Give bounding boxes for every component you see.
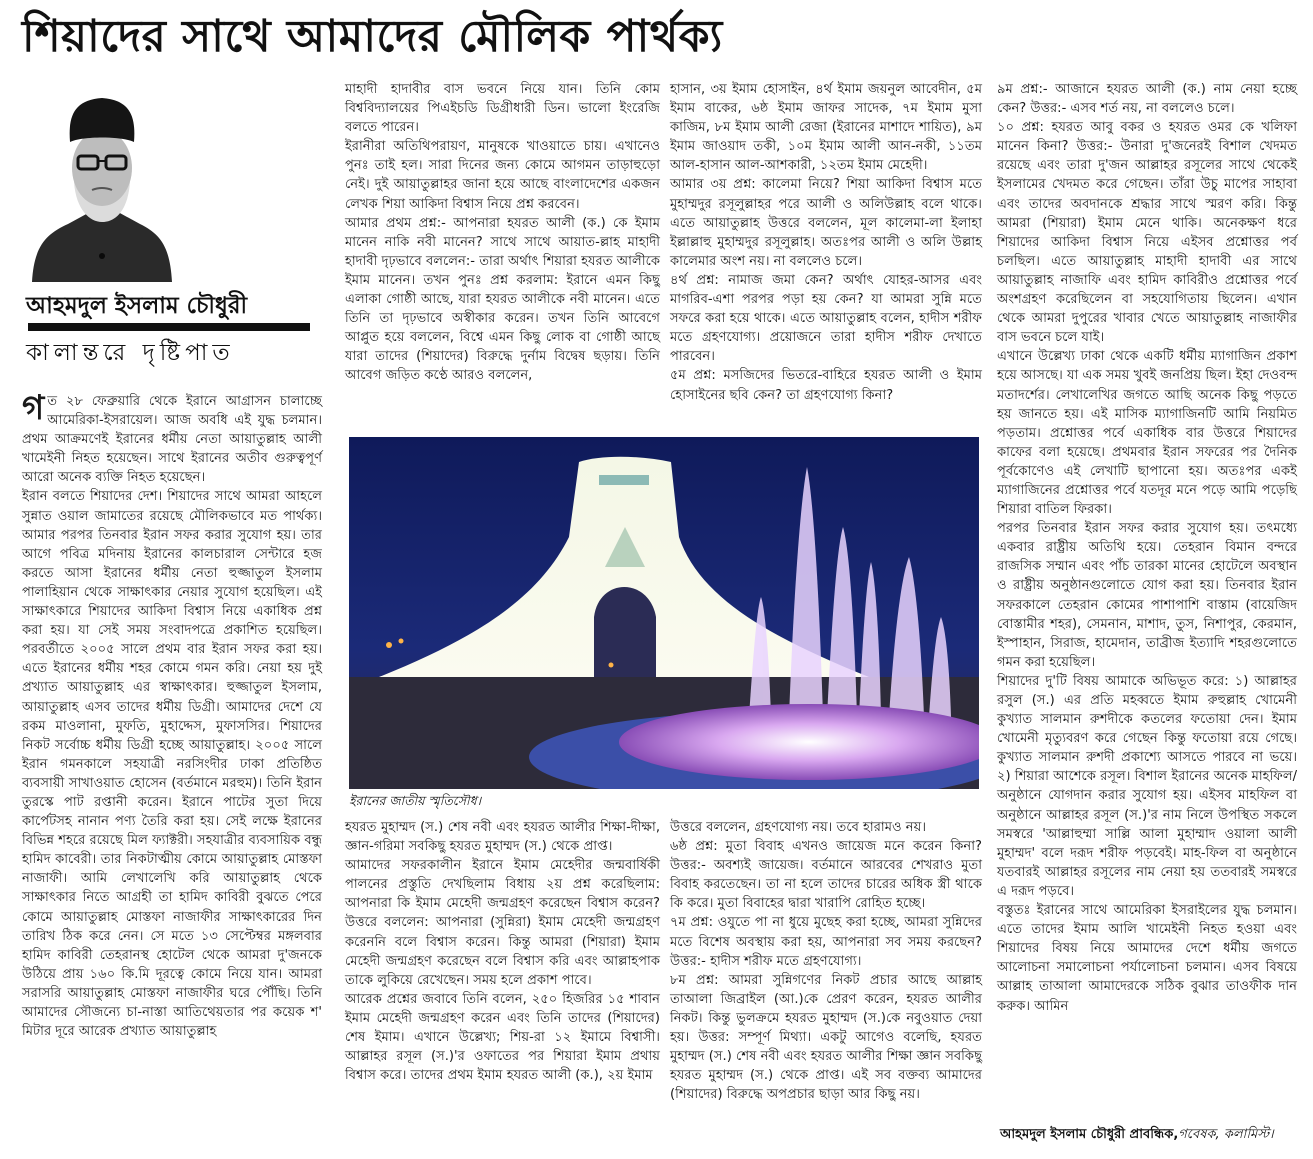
drop-cap: গ <box>22 388 45 428</box>
article-column-3-bottom <box>670 818 982 1104</box>
article-paragraph: আমার ৩য় প্রশ্ন: কালেমা নিয়ে? শিয়া আকিদা বিশ্বাস মতে মুহাম্মদুর রসূলুল্লাহর পরে আলী ও অলিউল্লাহ বলে থাকে। এতে আয়াতুল্লাহ উত্তরে বললেন, মূল কালেমা-লা ইলাহা ইল্লাল্লাহু মুহাম্মদুর রসূলুল্লাহ। অতঃপর আলী ও অলি উল্লাহ কালেমার অংশ নয়। না বললেও চলে। <box>670 177 982 269</box>
article-paragraph: হযরত মুহাম্মদ (স.) শেষ নবী এবং হযরত আলীর শিক্ষা-দীক্ষা, জ্ঞান-গরিমা সবকিছু হযরত মুহাম্মদ (স.) থেকে প্রাপ্ত। <box>345 820 660 855</box>
article-paragraph: ১০ প্রশ্ন: হযরত আবু বকর ও হযরত ওমর কে খলিফা মানেন কিনা? উত্তর:- উনারা দু'জনেরই বিশাল খেদমত রয়েছে এবং তারা দু'জন আল্লাহর রসূলের সাথে থেকেই ইসলামের খেদমত করে গেছেন। তাঁরা উচু মাপের সাহাবা এবং তাদের অবদানকে শ্রদ্ধার সাথে স্মরণ করি। কিন্তু আমরা (শিয়ারা) ইমাম মেনে থাকি। অনেকক্ষণ ধরে শিয়াদের আকিদা বিশ্বাস নিয়ে এইসব প্রশ্নোত্তর পর্ব চলছিল। এতে আয়াতুল্লাহ মাহাদী হাদাবী এর সাথে আয়াতুল্লাহ নাজাফি এবং হামিদ কাবিরীও প্রশ্নোত্তর পর্বে অংশগ্রহণ করেছিলেন বা সহযোগিতায় ছিলেন। এখান থেকে আমরা দুপুরের খাবার খেতে আয়াতুল্লাহ নাজাফীর বাস ভবনে চলে যাই। <box>997 120 1297 346</box>
article-paragraph: ইরান বলতে শিয়াদের দেশ। শিয়াদের সাথে আমরা আহলে সুন্নাত ওয়াল জামাতের রয়েছে মৌলিকভাবে মত পার্থক্য। আমার পরপর তিনবার ইরান সফর করার সুযোগ হয়। তার আগে পবিত্র মদিনায় ইরানের কালচারাল সেন্টারে হজ করতে আসা ইরানের ধর্মীয় নেতা হুজ্জাতুল ইসলাম পালাহিয়ান থেকে সাক্ষাৎকার নেয়ার সুযোগ হয়েছিল। এই সাক্ষাৎকারে শিয়াদের আকিদা বিশ্বাস নিয়ে একাধিক প্রশ্ন করা হয়। যা সেই সময় সংবাদপত্রে প্রকাশিত হয়েছিল। পরবর্তীতে ২০০৫ সালে প্রথম বার ইরান সফর করা হয়। এতে ইরানের ধর্মীয় শহর কোমে গমন করি। নেয়া হয় দুই প্রখ্যাত আয়াতুল্লাহ এর স্বাক্ষাৎকার। হুজ্জাতুল ইসলাম, আয়াতুল্লাহ এসব তাদের ধর্মীয় ডিগ্রী। আমাদের দেশে যে রকম মাওলানা, মুফতি, মুহাদ্দেস, মুফাসসির। শিয়াদের নিকট সর্বোচ্চ ধর্মীয় ডিগ্রী হচ্ছে আয়াতুল্লাহ। ২০০৫ সালে ইরান গমনকালে সহযাত্রী নরসিংদীর ঢাকা প্রতিষ্ঠিত ব্যবসায়ী সাখাওয়াত হোসেন (বর্তমানে মরহুম)। তিনি ইরান তুরস্কে পাট রপ্তানী করেন। ইরানে পাটের সুতা দিয়ে কার্পেটসহ নানান পণ্য তৈরি করা হয়। সেই লক্ষে ইরানের বিভিন্ন শহরে রয়েছে মিল ফ্যাক্টরী। সহযাত্রীর ব্যবসায়িক বন্ধু হামিদ কাবেরী। তার নিকটাত্মীয় কোমে আয়াতুল্লাহ মোস্তফা নাজাফী। আমি লেখালেখি করি আয়াতুল্লাহ থেকে সাক্ষাৎকার নিতে আগ্রহী তা হামিদ কাবিরী বুঝতে পেরে কোমে আয়াতুল্লাহ মোস্তফা নাজাফীর সাক্ষাৎকারের দিন তারিখ ঠিক করে নেন। সে মতে ১৩ সেপ্টেম্বর মঙ্গলবার হামিদ কাবিরী তেহরানস্থ হোটেল থেকে আমরা দু'জনকে উঠিয়ে প্রায় ১৬০ কি.মি দূরত্বে কোমে নিয়ে যান। আমরা সরাসরি আয়াতুল্লাহ মোস্তফা নাজাফীর ঘরে পৌঁছি। তিনি আমাদের সৌজন্যে চা-নাস্তা আতিথেয়তার পর কয়েক শ' মিটার দূরে আরেক প্রখ্যাত আয়াতুল্লাহ <box>22 489 322 1040</box>
article-paragraph: ৫ম প্রশ্ন: মসজিদের ভিতরে-বাহিরে হযরত আলী ও ইমাম হোসাইনের ছবি কেন? তা গ্রহণযোগ্য কিনা? <box>670 368 982 403</box>
portrait-shoulders <box>32 212 172 282</box>
headline: শিয়াদের সাথে আমাদের মৌলিক পার্থক্য <box>22 11 723 62</box>
article-column-1 <box>22 388 322 1041</box>
byline-author: আহমদুল ইসলাম চৌধুরী <box>26 293 248 319</box>
photo-tower-arch <box>594 587 656 677</box>
article-paragraph: উত্তরে বললেন, গ্রহণযোগ্য নয়। তবে হারামও নয়। <box>670 820 927 835</box>
author-signoff <box>1000 1125 1305 1145</box>
photo-caption: ইরানের জাতীয় স্মৃতিসৌধ। <box>349 793 482 808</box>
article-paragraph: গত ২৮ ফেব্রুয়ারি থেকে ইরানে আগ্রাসন চালাচ্ছে আমেরিকা-ইসরায়েল। আজ অবধি এই যুদ্ধ চলমান। প্রথম আক্রমণেই ইরানের ধর্মীয় নেতা আয়াতুল্লাহ আলী খামেইনী নিহত হয়েছেন। সাথে ইরানের অতীব গুরুত্বপূর্ণ আরো অনেক ব্যক্তি নিহত হয়েছেন। <box>22 388 322 486</box>
byline-divider <box>28 323 310 331</box>
article-paragraph: ৪র্থ প্রশ্ন: নামাজ জমা কেন? অর্থাৎ যোহর-আসর এবং মাগরিব-এশা পরপর পড়া হয় কেন? যা আমরা সুন্নি মতে সফরে করা হয়ে থাকে। এতে আয়াতুল্লাহ বলেন, হাদীস শরীফ মতে গ্রহণযোগ্য। প্রয়োজনে তারা হাদীস শরীফ দেখাতে পারবেন। <box>670 272 982 365</box>
article-column-2-top <box>345 80 660 386</box>
article-paragraph: শিয়াদের দু'টি বিষয় আমাকে অভিভূত করে: ১) আল্লাহর রসুল (স.) এর প্রতি মহব্বতে ইমাম রুহুল্লাহ খোমেনী কুখ্যাত সালমান রুশদীকে কতলের ফতোয়া দেন। ইমাম খোমেনী মৃত্যুবরণ করে গেছেন কিন্তু ফতোয়া রয়ে গেছে। কুখ্যাত সালমান রুশদী প্রকাশ্যে আসতে পারবে না ভয়ে। ২) শিয়ারা আশেকে রসূল। বিশাল ইরানের অনেক মাহফিল/অনুষ্ঠানে যোগদান করার সুযোগ হয়। এইসব মাহফিল বা অনুষ্ঠানে আল্লাহর রসূল (স.)'র নাম নিলে উপস্থিত সকলে সমস্বরে 'আল্লাহুম্মা সাল্লি আলা মুহাম্মাদ ওয়ালা আলী মুহাম্মদ' বলে দরূদ শরীফ পড়বেই। মাহ-ফিল বা অনুষ্ঠানে যতবারই আল্লাহর রসূলের নাম নেয়া হয় ততবারই সমস্বরে এ দরূদ পড়বে। <box>997 673 1297 899</box>
article-paragraph: পরপর তিনবার ইরান সফর করার সুযোগ হয়। তৎমধ্যে একবার রাষ্ট্রীয় অতিথি হয়ে। তেহরান বিমান বন্দরে রাজসিক সম্মান এবং পাঁচ তারকা মানের হোটেলে অবস্থান ও রাষ্ট্রীয় অনুষ্ঠানগুলোতে যোগ করা হয়। তিনবার ইরান সফরকালে তেহরান কোমের পাশাপাশি বাস্তাম (বায়েজিদ বোস্তামীর শহর), সেমনান, মাশাদ, তুস, নিশাপুর, কেরমান, ইস্পাহান, সিরাজ, হামেদান, তাব্রীজ ইত্যাদি শহরগুলোতে গমন করা হয়েছিল। <box>997 521 1297 670</box>
article-paragraph: ৭ম প্রশ্ন: ওযুতে পা না ধুয়ে মুছেহ করা হচ্ছে, আমরা সুন্নিদের মতে বিশেষ অবস্থায় করা হয়, আপনারা সব সময় করছেন? উত্তর:- হাদীস শরীফ মতে গ্রহণযোগ্য। <box>670 915 982 969</box>
signoff-name: আহমদুল ইসলাম চৌধুরী প্রাবন্ধিক, <box>1000 1127 1179 1142</box>
article-paragraph: হাসান, ৩য় ইমাম হোসাইন, ৪র্থ ইমাম জয়নুল আবেদীন, ৫ম ইমাম বাকের, ৬ষ্ঠ ইমাম জাফর সাদেক, ৭ম ইমাম মুসা কাজিম, ৮ম ইমাম আলী রেজা (ইরানের মাশাদে শায়িত), ৯ম ইমাম জাওয়াদ তকী, ১০ম ইমাম আলী আন-নকী, ১১তম আল-হাসান আল-আশকারী, ১২তম ইমাম মেহেদী। <box>670 82 982 174</box>
article-paragraph: বস্তুতঃ ইরানের সাথে আমেরিকা ইসরাইলের যুদ্ধ চলমান। এতে তাদের ইমাম আলি খামেইনী নিহত হওয়া এবং শিয়াদের বিষয় নিয়ে আমাদের দেশে ধর্মীয় জগতে আলোচনা সমালোচনা পর্যালোচনা চলমান। এসব বিষয়ে আল্লাহ তাআলা আমাদেরকে সঠিক বুঝার তাওফীক দান করুক। আমিন <box>997 903 1297 1014</box>
article-paragraph: আরেক প্রশ্নের জবাবে তিনি বলেন, ২৫০ হিজরির ১৫ শাবান ইমাম মেহেদী জন্মগ্রহণ করেন এবং তিনি তাদের (শিয়াদের) শেষ ইমাম। এখানে উল্লেখ্য; শিয়-রা ১২ ইমামে বিশ্বাসী। আল্লাহর রসূল (স.)'র ওফাতের পর শিয়ারা ইমাম প্রথায় বিশ্বাস করে। তাদের প্রথম ইমাম হযরত আলী (ক.), ২য় ইমাম <box>345 991 660 1084</box>
article-paragraph: ৬ষ্ঠ প্রশ্ন: মুতা বিবাহ এখনও জায়েজ মনে করেন কিনা? উত্তর:- অবশ্যই জায়েজ। বর্তমানে আরবের শেখরাও মুতা বিবাহ করতেছেন। তা না হলে তাদের চারের অধিক স্ত্রী থাকে কি করে। মুতা বিবাহের দ্বারা খারাপি রোহিত হচ্ছে। <box>670 839 982 912</box>
article-paragraph: ইরানীরা অতিথিপরায়ণ, মানুষকে খাওয়াতে চায়। এখানেও পুনঃ তাই হল। সারা দিনের জন্য কোমে আগমন তাড়াহুড়ো নেই। দুই আয়াতুল্লাহর জানা হয়ে আছে বাংলাদেশের একজন লেখক শিয়া আকিদা বিশ্বাস নিয়ে প্রশ্ন করবেন। <box>345 139 660 212</box>
article-paragraph: আমাদের সফরকালীন ইরানে ইমাম মেহেদীর জন্মবার্ষিকী পালনের প্রস্তুতি দেখছিলাম বিধায় ২য় প্রশ্ন করেছিলাম: আপনারা কি ইমাম মেহেদী জন্মগ্রহণ করেছেন বিশ্বাস করেন? উত্তরে বললেন: আপনারা (সুন্নিরা) ইমাম মেহেদী জন্মগ্রহণ করেননি বলে বিশ্বাস করেন। কিন্তু আমরা (শিয়ারা) ইমাম মেহেদী জন্মগ্রহণ করেছেন বলে বিশ্বাস করি এবং আল্লাহপাক তাকে লুকিয়ে রেখেছেন। সময় হলে প্রকাশ পাবে। <box>345 858 660 988</box>
signoff-roles: গবেষক, কলামিস্ট। <box>1178 1127 1274 1142</box>
article-paragraph: ৮ম প্রশ্ন: আমরা সুন্নিগণের নিকট প্রচার আছে আল্লাহ তাআলা জিব্রাইল (আ.)কে প্রেরণ করেন, হযরত আলীর নিকট। কিন্তু ভুলক্রমে হযরত মুহাম্মদ (স.)কে নবুওয়াত দেয়া হয়। উত্তর: সম্পূর্ণ মিথ্যা। একটু আগেও বলেছি, হযরত মুহাম্মদ (স.) শেষ নবী এবং হযরত আলীর শিক্ষা জ্ঞান সবকিছু হযরত মুহাম্মদ (স.) থেকে প্রাপ্ত। এই সব বক্তব্য আমাদের (শিয়াদের) বিরুদ্ধে অপপ্রচার ছাড়া আর কিছু নয়। <box>670 972 982 1103</box>
article-column-2-bottom <box>345 818 660 1085</box>
photo-tower-band <box>599 475 649 485</box>
column-name: কালান্তরে দৃষ্টিপাত <box>26 340 235 366</box>
article-column-3-top <box>670 80 982 405</box>
article-paragraph: আমার প্রথম প্রশ্ন:- আপনারা হযরত আলী (ক.) কে ইমাম মানেন নাকি নবী মানেন? সাথে সাথে আয়াত-ল্লাহ মাহাদী হাদাবী দৃঢ়ভাবে বললেন:- তারা অর্থাৎ শিয়ারা হযরত আলীকে ইমাম মানেন। তখন পুনঃ প্রশ্ন করলাম: ইরানে এমন কিছু এলাকা গোষ্ঠী আছে, যারা হযরত আলীকে নবী মানেন। এতে তিনি তা দৃঢ়ভাবে অস্বীকার করেন। তখন তিনি আবেগে আপ্লুত হয়ে বললেন, বিশ্বে এমন কিছু লোক বা গোষ্ঠী আছে যারা তাদের (শিয়াদের) বিরুদ্ধে দুর্নাম বিদ্বেষ ছড়ায়। তিনি আবেগ জড়িত কণ্ঠে আরও বললেন, <box>345 215 660 384</box>
azadi-tower-photo <box>349 437 979 789</box>
portrait-button <box>99 253 105 259</box>
portrait-cap <box>70 98 135 142</box>
article-paragraph: ৯ম প্রশ্ন:- আজানে হযরত আলী (ক.) নাম নেয়া হচ্ছে কেন? উত্তর:- এসব শর্ত নয়, না বললেও চলে। <box>997 82 1297 117</box>
article-column-4 <box>997 80 1297 1016</box>
author-portrait <box>28 86 176 286</box>
article-paragraph: এখানে উল্লেখ্য ঢাকা থেকে একটি ধর্মীয় ম্যাগাজিন প্রকাশ হয়ে আসছে। যা এক সময় খুবই জনপ্রিয় ছিল। ইহা দেওবন্দ মতাদর্শের। লেখালেখির জগতে আছি অনেক কিছু পড়তে হয় জানতে হয়। এই মাসিক ম্যাগাজিনটি আমি নিয়মিত পড়তাম। প্রশ্নোত্তর পর্বে একাধিক বার উত্তরে শিয়াদের কাফের বলা হয়েছে। প্রথমবার ইরান সফরের পর দৈনিক পূর্বকোণেও এই লেখাটি ছাপানো হয়। অতঃপর একই ম্যাগাজিনের প্রশ্নোত্তর পর্বে যতদূর মনে পড়ে আমি পড়েছি শিয়ারা বাতিল ফিরকা। <box>997 349 1297 518</box>
article-paragraph: মাহাদী হাদাবীর বাস ভবনে নিয়ে যান। তিনি কোম বিশ্ববিদ্যালয়ের পিএইচডি ডিগ্রীধারী ডিন। ভালো ইংরেজি বলতে পারেন। <box>345 82 660 136</box>
